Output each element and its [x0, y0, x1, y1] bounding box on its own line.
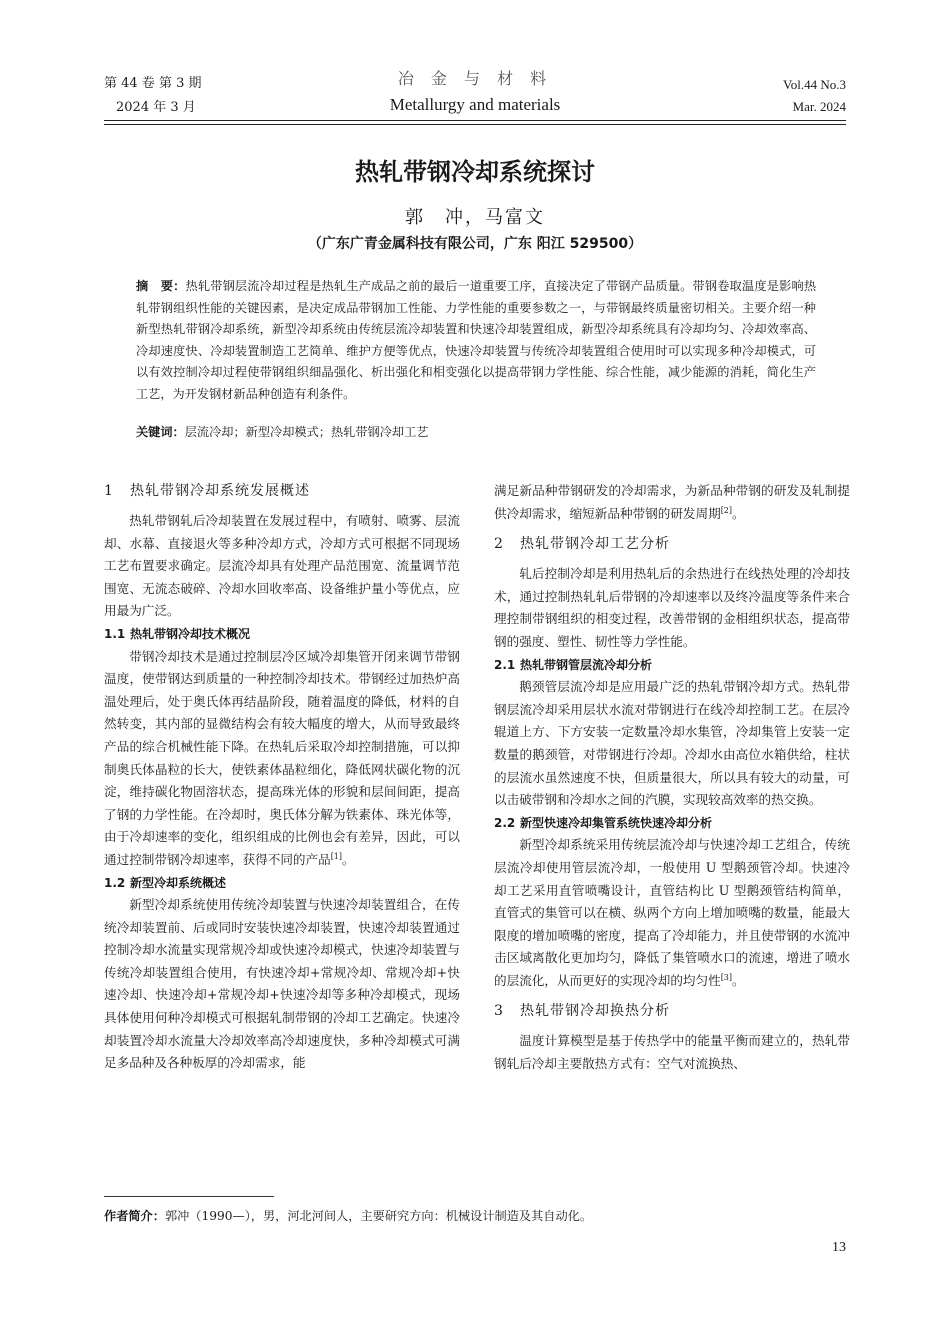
abstract	[136, 276, 816, 405]
citation-1[interactable]: [1]	[330, 851, 343, 861]
authors: 郭 冲，马富文	[405, 207, 545, 228]
section-3-paragraph: 温度计算模型是基于传热学中的能量平衡而建立的，热轧带钢轧后冷却主要散热方式有：空气对流换热、	[494, 1033, 850, 1072]
section-1-paragraph: 热轧带钢轧后冷却装置在发展过程中，有喷射、喷雾、层流却、水幕、直接退火等多种冷却方式，冷却方式可根据不同现场工艺布置要求确定。层流冷却具有处理产品范围宽、流量调节范围宽、无流态破碎、冷却水回收率高、设备维护量小等优点，应用最为广泛。	[104, 513, 460, 619]
section-2-2-paragraph: 新型冷却系统采用传统层流冷却与快速冷却工艺组合，传统层流冷却使用管层流冷却，一般使用 U 型鹅颈管冷却。快速冷却工艺采用直管喷嘴设计，直管结构比 U 型鹅颈管结构简单，直管式的集管可以在横、纵两个方向上增加喷嘴的数量，能最大限度的增加喷嘴的密度，提高了冷却能力，并且使带钢的水流冲击区域离散化更加均匀，降低了集管喷水口的流速，增进了喷水的层流化，从而更好的实现冷却的均匀性[3]。	[494, 837, 850, 988]
date-en: Mar. 2024	[792, 99, 846, 114]
abstract-label: 摘 要：	[136, 279, 186, 293]
paper-title: 热轧带钢冷却系统探讨	[355, 158, 595, 186]
continued-paragraph: 满足新品种带钢研发的冷却需求，为新品种带钢的研发及轧制提供冷却需求，缩短新品种带钢的研发周期[2]。	[494, 483, 850, 521]
volume-issue: 第 44 卷 第 3 期	[104, 76, 202, 91]
journal-title-cn: 冶 金 与 材 料	[397, 69, 553, 88]
footnote-rule	[104, 1196, 274, 1197]
section-3-heading: 3 热轧带钢冷却换热分析	[494, 1003, 670, 1020]
section-1-1-heading: 1.1 热轧带钢冷却技术概况	[104, 626, 251, 641]
footnote-text: 郭冲（1990—），男，河北河间人，主要研究方向：机械设计制造及其自动化。	[164, 1209, 593, 1223]
citation-3[interactable]: [3]	[720, 972, 733, 982]
header-left	[104, 72, 304, 120]
section-1-1-paragraph: 带钢冷却技术是通过控制层冷区域冷却集管开闭来调节带钢温度，使带钢达到质量的一种控制冷却技术。带钢经过加热炉高温处理后，处于奥氏体再结晶阶段，随着温度的降低，材料的自然转变，其内部的显微结构会有较大幅度的增大，从而导致最终产品的综合机械性能下降。在热轧后采取冷却控制措施，可以抑制奥氏体晶粒的长大，使铁素体晶粒细化，降低网状碳化物的沉淀，维持碳化物固溶状态，提高珠光体的形貌和层间间距，提高了钢的力学性能。在冷却时，奥氏体分解为铁素体、珠光体等，由于冷却速率的变化，组织组成的比例也会有差异，因此，可以通过控制带钢冷却速率，获得不同的产品[1]。	[104, 648, 460, 867]
section-1-2-paragraph: 新型冷却系统使用传统冷却装置与快速冷却装置组合，在传统冷却装置前、后或同时安装快速冷却装置，快速冷却装置通过控制冷却水流量实现常规冷却或快速冷却模式，快速冷却装置与传统冷却装置组合使用，有快速冷却+常规冷却、常规冷却+快速冷却、快速冷却+常规冷却+快速冷却等多种冷却模式，现场具体使用何种冷却模式可根据轧制带钢的冷却工艺确定。快速冷却装置冷却水流量大冷却效率高冷却速度快，多种冷却模式可满足多品种及各种板厚的冷却需求，能	[104, 897, 460, 1071]
left-column	[104, 480, 460, 1075]
date-cn: 2024 年 3 月	[116, 100, 196, 115]
section-2-2-heading: 2.2 新型快速冷却集管系统快速冷却分析	[494, 815, 713, 830]
keywords-label: 关键词：	[136, 425, 185, 439]
section-1-2-heading: 1.2 新型冷却系统概述	[104, 875, 227, 890]
section-2-paragraph: 轧后控制冷却是利用热轧后的余热进行在线热处理的冷却技术，通过控制热轧轧后带钢的冷却速率以及终冷温度等条件来合理控制带钢组织的相变过程，改善带钢的金相组织状态，提高带钢的强度、塑性、韧性等力学性能。	[494, 566, 850, 649]
keywords-text: 层流冷却；新型冷却模式；热轧带钢冷却工艺	[184, 425, 429, 439]
citation-2[interactable]: [2]	[720, 505, 733, 515]
section-2-1-heading: 2.1 热轧带钢管层流冷却分析	[494, 657, 653, 672]
volume-en: Vol.44 No.3	[783, 77, 846, 92]
section-2-1-paragraph: 鹅颈管层流冷却是应用最广泛的热轧带钢冷却方式。热轧带钢层流冷却采用层状水流对带钢进行在线冷却控制工艺。在层冷辊道上方、下方安装一定数量冷却水集管，冷却集管上安装一定数量的鹅颈管，对带钢进行冷却。冷却水由高位水箱供给，柱状的层流水虽然速度不快，但质量很大，所以具有较大的动量，可以击破带钢和冷却水之间的汽膜，实现较高效率的热交换。	[494, 679, 850, 808]
footnote-label: 作者简介：	[104, 1209, 165, 1223]
section-2-heading: 2 热轧带钢冷却工艺分析	[494, 536, 670, 553]
right-column	[494, 480, 850, 1076]
header-rule-bottom	[104, 124, 846, 125]
header-center	[300, 66, 650, 118]
page-number: 13	[832, 1240, 846, 1255]
keywords	[136, 422, 816, 443]
section-1-heading: 1 热轧带钢冷却系统发展概述	[104, 483, 310, 499]
affiliation: （广东广青金属科技有限公司，广东 阳江 529500）	[307, 236, 643, 252]
header-right	[690, 74, 846, 118]
author-footnote	[104, 1206, 846, 1226]
abstract-text: 热轧带钢层流冷却过程是热轧生产成品之前的最后一道重要工序，直接决定了带钢产品质量。带钢卷取温度是影响热轧带钢组织性能的关键因素，是决定成品带钢加工性能、力学性能的重要参数之一，与带钢最终质量密切相关。主要介绍一种新型热轧带钢冷却系统，新型冷却系统由传统层流冷却装置和快速冷却装置组成，新型冷却系统具有冷却均匀、冷却效率高、冷却速度快、冷却装置制造工艺简单、维护方便等优点，快速冷却装置与传统冷却装置组合使用时可以实现多种冷却模式，可以有效控制冷却过程使带钢组织细晶强化、析出强化和相变强化以提高带钢力学性能、综合性能，减少能源的消耗，简化生产工艺，为开发钢材新品种创造有利条件。	[136, 279, 817, 401]
header-rule-top	[104, 120, 846, 121]
journal-title-en: Metallurgy and materials	[389, 95, 561, 114]
